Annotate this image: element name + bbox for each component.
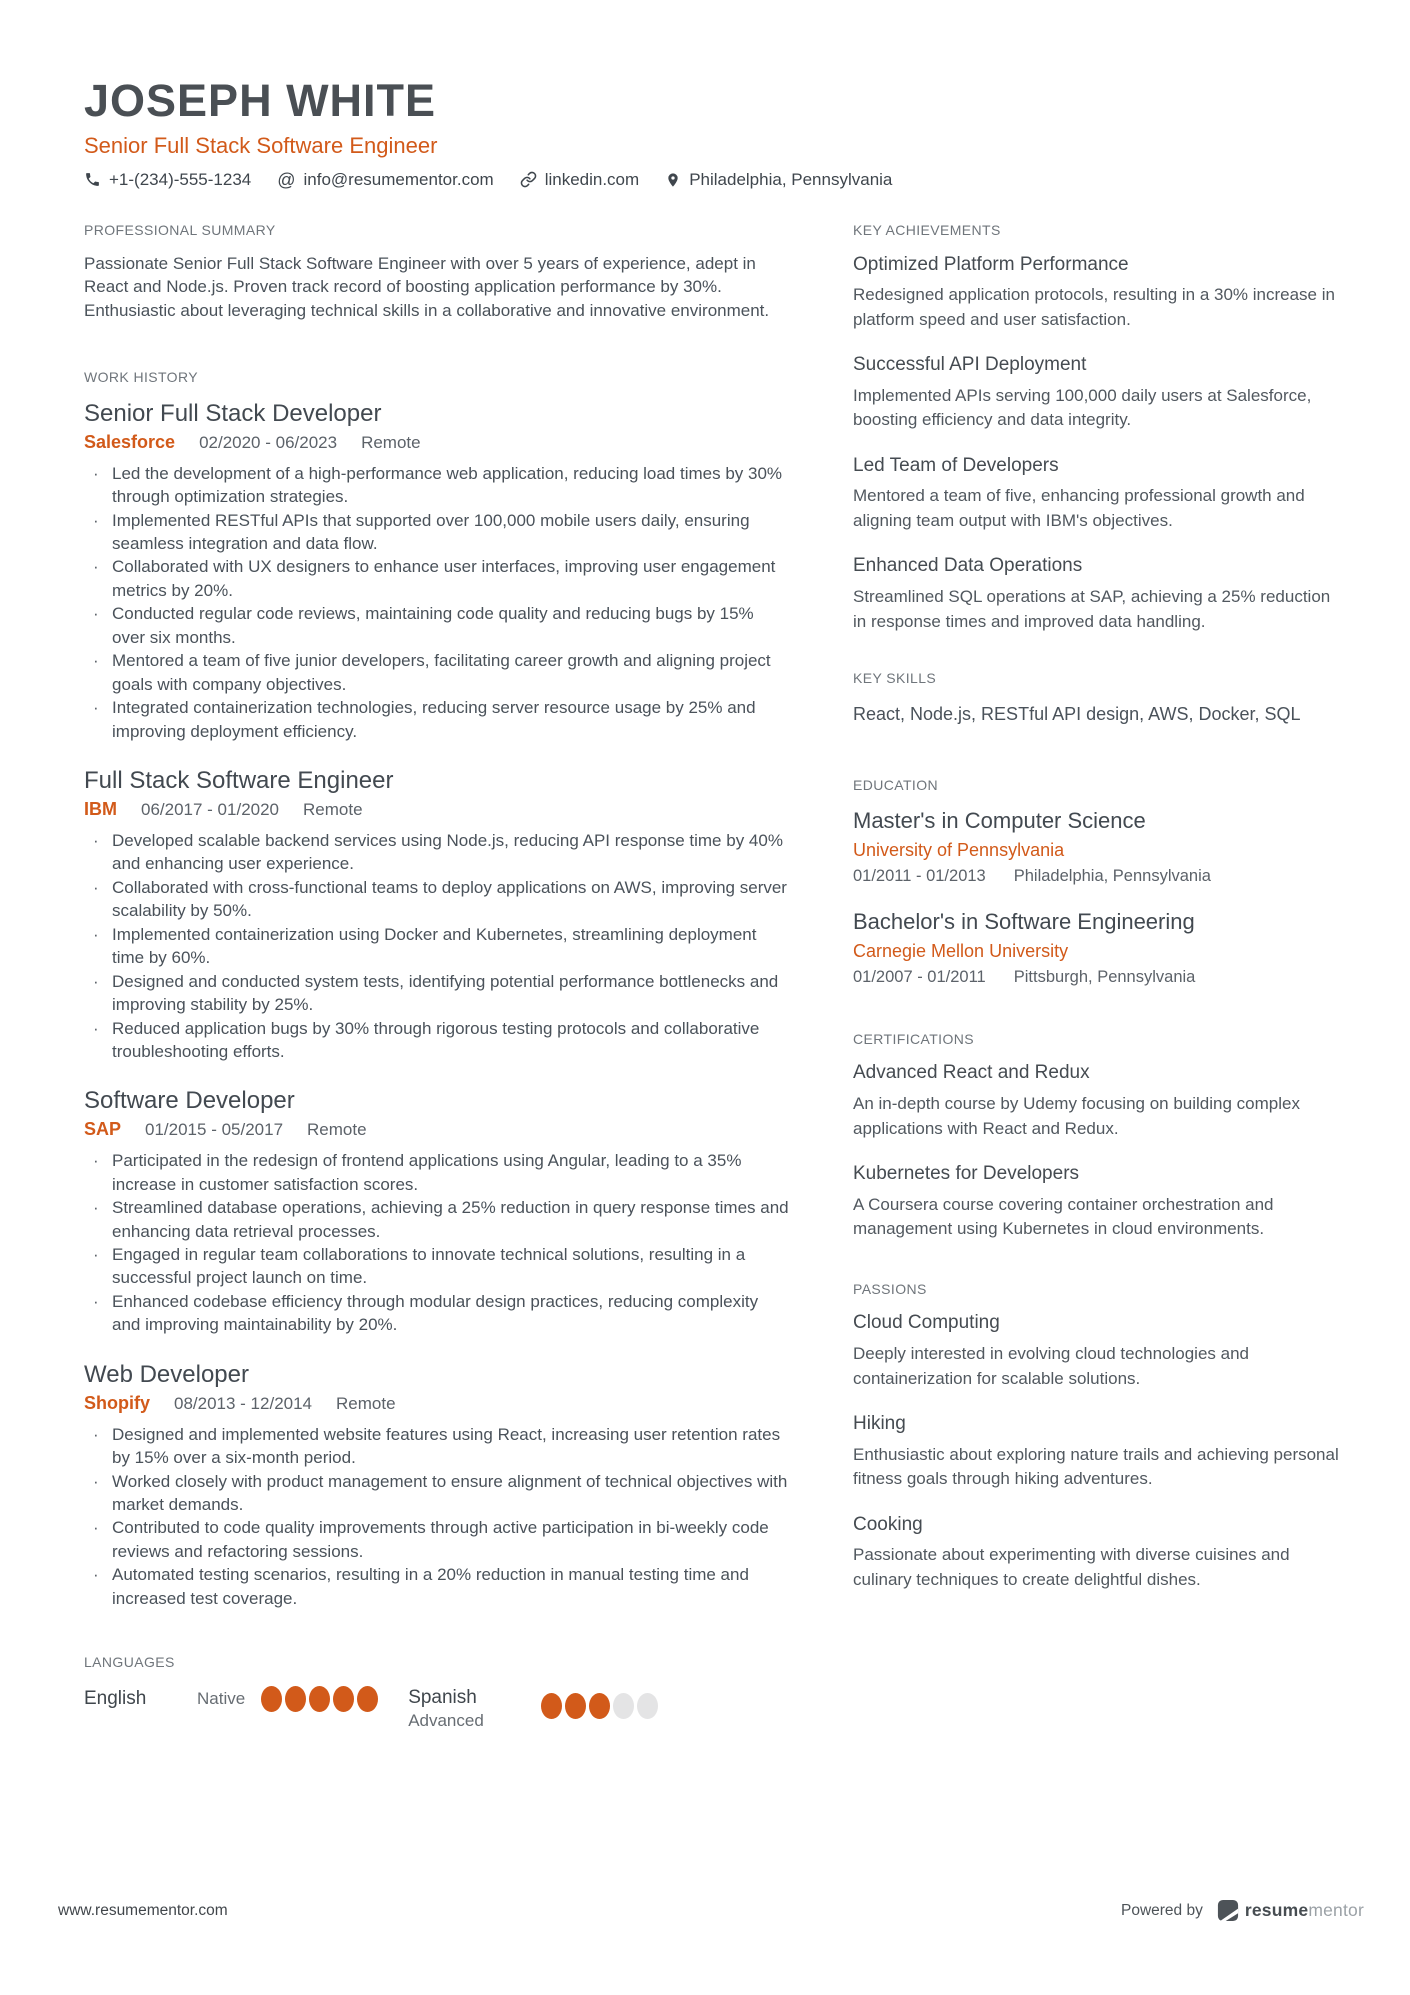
language-name: Spanish: [408, 1687, 477, 1709]
achievement-description: Redesigned application protocols, resulting in a 30% increase in platform speed and user satisfaction.: [853, 285, 1335, 329]
achievement-description: Mentored a team of five, enhancing professional growth and aligning team output with IBM's objectives.: [853, 486, 1305, 530]
job-meta: [84, 432, 789, 453]
job-location: Remote: [303, 799, 363, 819]
education-location: Philadelphia, Pennsylvania: [1013, 866, 1211, 885]
job-meta: [84, 1393, 789, 1414]
job-bullet: · Collaborated with cross-functional teams to deploy applications on AWS, improving server scalability by 50%.: [84, 876, 789, 923]
job-bullet: · Implemented RESTful APIs that supported over 100,000 mobile users daily, ensuring seamless integration and data flow.: [84, 509, 789, 556]
job-company: IBM: [84, 798, 117, 819]
job-dates: 02/2020 - 06/2023: [199, 432, 338, 452]
job-bullet: · Streamlined database operations, achieving a 25% reduction in query response times and enhancing data retrieval processes.: [84, 1196, 789, 1243]
language-level-dot: [589, 1693, 610, 1719]
resumementor-logo-text: [1245, 1900, 1364, 1921]
certifications-section: [853, 1031, 1345, 1242]
work-history-section: [84, 369, 789, 1610]
language-level-dot: [357, 1686, 378, 1712]
certification-description: An in-depth course by Udemy focusing on building complex applications with React and Redux.: [853, 1094, 1300, 1138]
job-bullet-list: [84, 1423, 789, 1611]
certification-title: Advanced React and Redux: [853, 1062, 1090, 1084]
contact-row: [84, 170, 1346, 190]
language-item-spanish: [408, 1686, 658, 1732]
achievement-title: Enhanced Data Operations: [853, 555, 1083, 577]
job-meta: [84, 799, 789, 820]
passion-description: Deeply interested in evolving cloud technologies and containerization for scalable solutions.: [853, 1344, 1249, 1388]
languages-section: [84, 1654, 789, 1732]
certification-description: A Coursera course covering container orchestration and management using Kubernetes in cloud environments.: [853, 1194, 1274, 1239]
professional-summary-section: [84, 222, 789, 322]
language-item-english: [84, 1686, 378, 1712]
job-title: Web Developer: [84, 1360, 249, 1388]
certification-title: Kubernetes for Developers: [853, 1163, 1080, 1185]
language-level-dot: [333, 1686, 354, 1712]
job-bullet-list: [84, 829, 789, 1064]
job-bullet: · Collaborated with UX designers to enhance user interfaces, improving user engagement metrics by 20%.: [84, 555, 789, 602]
contact-location: [665, 170, 892, 190]
achievement-title: Successful API Deployment: [853, 354, 1087, 376]
job-dates: 08/2013 - 12/2014: [174, 1393, 313, 1413]
job-location: Remote: [336, 1393, 396, 1413]
job-bullet: · Designed and conducted system tests, identifying potential performance bottlenecks and improving stability by 25%.: [84, 970, 789, 1017]
brand-text-resume: resume: [1244, 1900, 1309, 1920]
resumementor-logo-icon: [1217, 1899, 1239, 1922]
footer-website-link[interactable]: www.resumementor.com: [58, 1901, 228, 1919]
job-meta: [84, 1119, 789, 1140]
left-column: [84, 222, 789, 1732]
education-dates: 01/2011 - 01/2013: [853, 866, 986, 885]
resume-header: [0, 0, 1410, 190]
candidate-job-title: Senior Full Stack Software Engineer: [84, 132, 438, 158]
job-bullet: · Implemented containerization using Docker and Kubernetes, streamlining deployment time by 60%.: [84, 923, 789, 970]
passion-description: Enthusiastic about exploring nature trails and achieving personal fitness goals through hiking adventures.: [853, 1444, 1339, 1489]
language-level: Native: [197, 1689, 246, 1708]
job-location: Remote: [361, 432, 421, 452]
job-company: Salesforce: [84, 431, 176, 452]
job-bullet: · Developed scalable backend services using Node.js, reducing API response time by 40% and enhancing user experience.: [84, 829, 789, 876]
language-level-dot: [261, 1686, 282, 1712]
link-icon: [520, 171, 537, 188]
language-level-dot: [565, 1693, 586, 1719]
professional-summary-text: Passionate Senior Full Stack Software Engineer with over 5 years of experience, adept in React and Node.js. Proven track record of boosting application performance by 30%. Enthusiastic about leveraging technical skills in a collaborative and innovative environment.: [84, 253, 770, 320]
job-bullet: · Designed and implemented website features using React, increasing user retention rates by 15% over a six-month period.: [84, 1423, 789, 1470]
job-bullet: · Automated testing scenarios, resulting in a 20% reduction in manual testing time and increased test coverage.: [84, 1563, 789, 1610]
language-level-dots: [261, 1686, 378, 1712]
achievement-item: [853, 453, 1345, 534]
contact-email: [277, 170, 493, 190]
brand-text-mentor: mentor: [1308, 1900, 1364, 1920]
section-label-professional-summary: PROFESSIONAL SUMMARY: [84, 221, 276, 238]
section-label-certifications: CERTIFICATIONS: [853, 1030, 974, 1047]
job-entry: [84, 1087, 789, 1336]
job-entry: [84, 767, 789, 1063]
job-dates: 01/2015 - 05/2017: [145, 1120, 284, 1140]
job-bullet-list: [84, 1149, 789, 1337]
passion-item: [853, 1310, 1345, 1391]
job-bullet: · Integrated containerization technologies, reducing server resource usage by 25% and improving deployment efficiency.: [84, 696, 789, 743]
section-label-passions: PASSIONS: [853, 1280, 927, 1297]
contact-email-value[interactable]: info@resumementor.com: [303, 169, 494, 189]
job-bullet: · Engaged in regular team collaborations to innovate technical solutions, resulting in a successful project launch on time.: [84, 1243, 789, 1290]
job-title: Senior Full Stack Developer: [84, 399, 382, 427]
achievement-item: [853, 352, 1345, 433]
contact-website-value[interactable]: linkedin.com: [544, 169, 640, 189]
section-label-education: EDUCATION: [853, 776, 939, 793]
achievement-description: Streamlined SQL operations at SAP, achieving a 25% reduction in response times and improved data handling.: [853, 587, 1331, 631]
languages-row: [84, 1686, 789, 1732]
education-meta: [853, 867, 1345, 886]
passions-section: [853, 1281, 1345, 1593]
passion-description: Passionate about experimenting with diverse cuisines and culinary techniques to create delightful dishes.: [853, 1545, 1290, 1589]
key-skills-text: React, Node.js, RESTful API design, AWS, Docker, SQL: [853, 703, 1301, 724]
education-dates: 01/2007 - 01/2011: [853, 967, 986, 986]
candidate-name: JOSEPH WHITE: [84, 75, 437, 126]
job-company: Shopify: [84, 1392, 150, 1413]
section-label-languages: LANGUAGES: [84, 1654, 175, 1671]
language-level-dot: [285, 1686, 306, 1712]
language-level-dot: [541, 1693, 562, 1719]
job-entry: [84, 400, 789, 743]
job-bullet: · Worked closely with product management to ensure alignment of technical objectives with market demands.: [84, 1470, 789, 1517]
contact-website: [520, 170, 640, 190]
achievement-item: [853, 252, 1345, 333]
job-company: SAP: [84, 1119, 122, 1140]
at-icon: @: [277, 169, 296, 190]
job-dates: 06/2017 - 01/2020: [141, 799, 280, 819]
passion-item: [853, 1512, 1345, 1593]
language-level-dots: [541, 1693, 658, 1719]
section-label-key-skills: KEY SKILLS: [853, 670, 937, 686]
job-bullet-list: [84, 462, 789, 743]
powered-by-label: Powered by: [1121, 1901, 1203, 1919]
job-entry: [84, 1361, 789, 1610]
section-label-work-history: WORK HISTORY: [84, 369, 198, 386]
job-location: Remote: [307, 1120, 367, 1140]
achievement-title: Optimized Platform Performance: [853, 253, 1129, 275]
achievement-title: Led Team of Developers: [853, 454, 1059, 476]
passion-item: [853, 1411, 1345, 1492]
job-bullet: · Enhanced codebase efficiency through modular design practices, reducing complexity and improving maintainability by 20%.: [84, 1290, 789, 1337]
key-achievements-section: [853, 222, 1345, 634]
achievement-description: Implemented APIs serving 100,000 daily users at Salesforce, boosting efficiency and data integrity.: [853, 385, 1312, 430]
resume-body: [0, 222, 1410, 1732]
certification-item: [853, 1161, 1345, 1242]
job-title: Software Developer: [84, 1087, 295, 1115]
contact-location-value: Philadelphia, Pennsylvania: [689, 169, 893, 189]
achievement-item: [853, 553, 1345, 634]
language-name-block: [408, 1686, 541, 1732]
education-entry: [853, 908, 1345, 987]
education-entry: [853, 807, 1345, 886]
education-location: Pittsburgh, Pennsylvania: [1013, 967, 1196, 986]
location-pin-icon: [665, 171, 681, 189]
section-label-key-achievements: KEY ACHIEVEMENTS: [853, 221, 1001, 238]
education-degree: Master's in Computer Science: [853, 807, 1146, 833]
job-bullet: · Participated in the redesign of frontend applications using Angular, leading to a 35% increase in customer satisfaction scores.: [84, 1149, 789, 1196]
page-footer: [58, 1899, 1364, 1922]
powered-by: [1121, 1899, 1364, 1922]
contact-phone-value[interactable]: +1-(234)-555-1234: [109, 169, 252, 189]
job-bullet: · Mentored a team of five junior developers, facilitating career growth and aligning project goals with company objectives.: [84, 649, 789, 696]
passion-title: Cooking: [853, 1513, 923, 1535]
contact-phone: [84, 170, 251, 190]
education-section: [853, 777, 1345, 987]
job-title: Full Stack Software Engineer: [84, 767, 394, 795]
right-column: [853, 222, 1345, 1732]
job-bullet: · Reduced application bugs by 30% through rigorous testing protocols and collaborative troubleshooting efforts.: [84, 1017, 789, 1064]
education-school: Carnegie Mellon University: [853, 941, 1069, 962]
language-level-dot: [637, 1693, 658, 1719]
certification-item: [853, 1060, 1345, 1141]
language-level-dot: [309, 1686, 330, 1712]
passion-title: Hiking: [853, 1413, 906, 1435]
job-bullet: · Conducted regular code reviews, maintaining code quality and reducing bugs by 15% over six months.: [84, 602, 789, 649]
passion-title: Cloud Computing: [853, 1312, 1000, 1334]
language-level-dot: [613, 1693, 634, 1719]
key-skills-section: [853, 670, 1345, 727]
resumementor-logo[interactable]: [1217, 1899, 1364, 1922]
education-degree: Bachelor's in Software Engineering: [853, 908, 1195, 934]
phone-icon: [84, 171, 101, 188]
job-bullet: · Led the development of a high-performance web application, reducing load times by 30% through optimization strategies.: [84, 462, 789, 509]
education-meta: [853, 968, 1345, 987]
education-school: University of Pennsylvania: [853, 840, 1065, 861]
language-level: Advanced: [408, 1710, 484, 1730]
job-bullet: · Contributed to code quality improvements through active participation in bi-weekly code reviews and refactoring sessions.: [84, 1516, 789, 1563]
language-name: English: [84, 1688, 147, 1710]
